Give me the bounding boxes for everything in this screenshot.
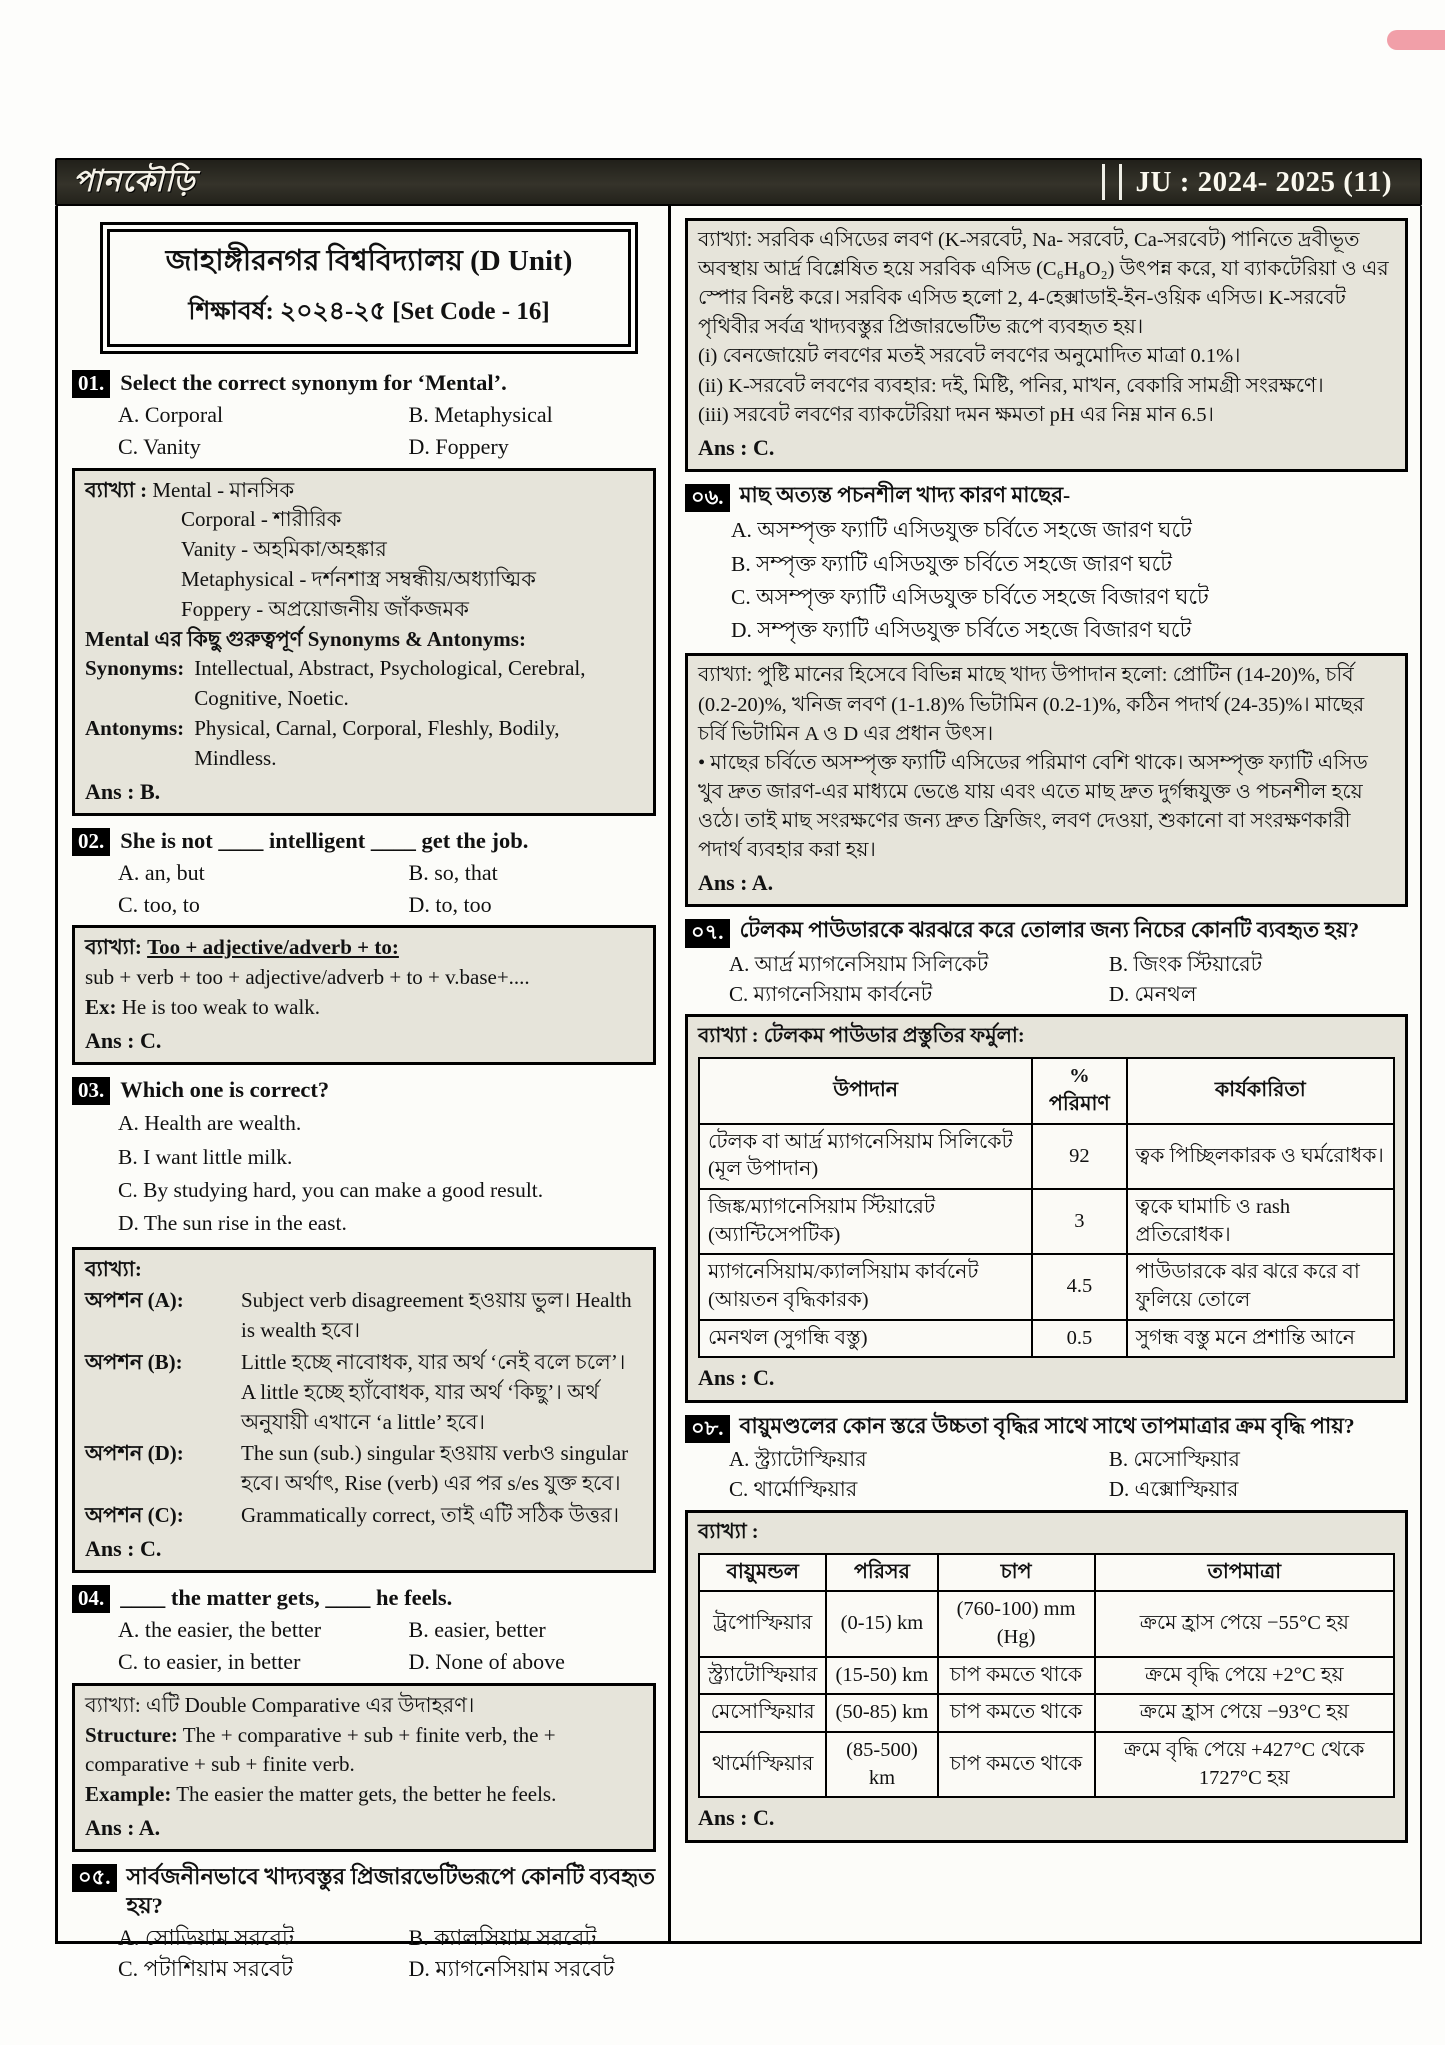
table-row [699,1591,1394,1656]
option-b: B. সম্পৃক্ত ফ্যাটি এসিডযুক্ত চর্বিতে সহজে জারণ ঘটে [731,551,1172,576]
meaning-mental: Mental - মানসিক [152,477,295,502]
cell-percent: 0.5 [1032,1320,1126,1358]
cell-range: (0-15) km [826,1591,937,1656]
option-c: C. থার্মোস্ফিয়ার [729,1477,858,1502]
option-d-label: অপশন (D): [85,1441,184,1466]
option-d: D. None of above [408,1649,565,1675]
table-row [699,1189,1394,1254]
option-c: C. Vanity [118,433,201,459]
structure-label: Structure: [85,1722,178,1747]
cell-temperature: ক্রমে বৃদ্ধি পেয়ে +427°C থেকে 1727°C হয় [1095,1732,1394,1797]
cell-pressure: চাপ কমতে থাকে [938,1657,1095,1695]
option-c: C. By studying hard, you can make a good result. [118,1177,544,1202]
question-05 [72,1862,656,1921]
example-text: The easier the matter gets, the better he feels. [176,1782,557,1807]
question-07-number: ০৭. [685,919,730,947]
question-07-text: টেলকম পাউডারকে ঝরঝরে করে তোলার জন্য নিচের কোনটি ব্যবহৃত হয়? [739,918,1360,943]
table-row [699,1694,1394,1732]
col-percent: % পরিমাণ [1032,1058,1126,1123]
explanation-q06 [685,653,1408,907]
sorbate-point-3: (iii) সরবেট লবণের ব্যাকটেরিয়া দমন ক্ষমতা pH এর নিম্ন মান 6.5। [698,403,1215,426]
university-title: জাহাঙ্গীরনগর বিশ্ববিদ্যালয় (D Unit) [165,245,573,277]
exam-year-label: JU : 2024- 2025 (11) [1135,165,1392,198]
header-right-section [1102,160,1410,204]
option-b: B. easier, better [408,1617,546,1643]
col-pressure: চাপ [938,1554,1095,1592]
explanation-q08 [685,1510,1408,1843]
question-06 [685,482,1408,512]
question-01-text: Select the correct synonym for ‘Mental’. [120,370,507,395]
talc-formula-label: ব্যাখ্যা : টেলকম পাউডার প্রস্তুতির ফর্মুলা: [698,1025,1025,1048]
cell-temperature: ক্রমে হ্রাস পেয়ে −55°C হয় [1095,1591,1394,1656]
cell-function: পাউডারকে ঝর ঝরে করে বা ফুলিয়ে তোলে [1127,1254,1394,1319]
option-a: A. আর্দ্র ম্যাগনেসিয়াম সিলিকেট [729,951,989,976]
sorbate-point-1: (i) বেনজোয়েট লবণের মতই সরবেট লবণের অনুমোদিত মাত্রা 0.1%। [698,345,1241,368]
option-d: D. এক্সোস্ফিয়ার [1108,1477,1239,1502]
option-d: D. to, too [408,891,492,917]
question-04-number: 04. [72,1585,110,1613]
option-d: D. The sun rise in the east. [118,1211,347,1236]
question-06-options [685,514,1408,647]
cell-ingredient: জিঙ্ক/ম্যাগনেসিয়াম স্টিয়ারেট (অ্যান্টিসেপটিক) [699,1189,1032,1254]
explanation-q02 [72,925,656,1065]
option-b: B. জিংক স্টিয়ারেট [1108,951,1263,976]
option-a-explanation: Subject verb disagreement হওয়ায় ভুল। Health is wealth হবে। [241,1288,632,1343]
explanation-q07 [685,1014,1408,1402]
explanation-q04 [72,1683,656,1852]
table-row [699,1732,1394,1797]
option-d: D. Foppery [408,433,509,459]
answer-q01: Ans : B. [85,778,161,804]
option-b: B. I want little milk. [118,1144,293,1169]
answer-q02: Ans : C. [85,1027,162,1053]
question-01-number: 01. [72,370,110,398]
university-title-box [100,222,638,354]
left-column [58,206,668,1982]
answer-q06: Ans : A. [698,870,774,896]
page-corner-mark [1387,30,1445,50]
question-07 [685,917,1408,947]
cell-layer: মেসোস্ফিয়ার [699,1694,826,1732]
question-06-number: ০৬. [685,484,730,512]
example-label: Ex: [85,995,117,1020]
table-row [699,1254,1394,1319]
atmosphere-table [698,1553,1395,1799]
sorbate-paragraph: ব্যাখ্যা: সরবিক এসিডের লবণ (K-সরবেট, Na- সরবেট, Ca-সরবেট) পানিতে দ্রবীভূত অবস্থায় আর্দ্র বিশ্লেষিত হয়ে সরবিক এসিড (C₆H₈O₂) উৎপন্ন করে, যা ব্যাকটেরিয়া ও এর স্পোর বিনষ্ট করে। সরবিক এসিড হলো 2, 4-হেক্সাডাই-ইন-ওয়িক এসিড। K-সরবেট পৃথিবীর সর্বত্র খাদ্যবস্তুর প্রিজারভেটিভ রূপে ব্যবহৃত হয়। [698,229,1389,339]
table-row [699,1657,1394,1695]
option-a: A. the easier, the better [118,1617,322,1643]
table-row [699,1320,1394,1358]
explanation-q03 [72,1247,656,1574]
option-b: B. মেসোস্ফিয়ার [1108,1446,1240,1471]
cell-function: ত্বক পিচ্ছিলকারক ও ঘর্মরোধক। [1127,1124,1394,1189]
question-06-text: মাছ অত্যন্ত পচনশীল খাদ্য কারণ মাছের- [739,483,1071,507]
option-b: B. ক্যালসিয়াম সরবেট [408,1924,597,1950]
question-07-options [685,950,1408,1009]
question-03-options [72,1107,656,1240]
cell-temperature: ক্রমে হ্রাস পেয়ে −93°C হয় [1095,1694,1394,1732]
cell-layer: ট্রপোস্ফিয়ার [699,1591,826,1656]
cell-function: সুগন্ধ বস্তু মনে প্রশান্তি আনে [1127,1320,1394,1358]
cell-range: (15-50) km [826,1657,937,1695]
col-range: পরিসর [826,1554,937,1592]
option-c: C. পটাশিয়াম সরবেট [118,1956,294,1982]
cell-percent: 3 [1032,1189,1126,1254]
question-04-options [72,1615,656,1676]
question-02-text: She is not ____ intelligent ____ get the job. [120,827,529,853]
example-sentence: He is too weak to walk. [121,995,321,1020]
option-d: D. সম্পৃক্ত ফ্যাটি এসিডযুক্ত চর্বিতে সহজে বিজারণ ঘটে [731,618,1192,643]
table-row [699,1124,1394,1189]
answer-q08: Ans : C. [698,1805,775,1831]
antonyms-label: Antonyms: [85,716,185,741]
cell-layer: স্ট্র্যাটোস্ফিয়ার [699,1657,826,1695]
cell-range: (85-500) km [826,1732,937,1797]
col-ingredient: উপাদান [699,1058,1032,1123]
question-02-number: 02. [72,828,110,856]
question-02-options [72,858,656,919]
question-08 [685,1413,1408,1443]
explanation-intro: ব্যাখ্যা: এটি Double Comparative এর উদাহরণ। [85,1692,475,1717]
option-b-explanation: Little হচ্ছে নাবোধক, যার অর্থ ‘নেই বলে চলে’। A little হচ্ছে হ্যাঁবোধক, যার অর্থ ‘কিছু’। অর্থ অনুযায়ী এখানে ‘a little’ হবে। [241,1350,626,1434]
option-c: C. ম্যাগনেসিয়াম কার্বনেট [729,981,933,1006]
option-a-label: অপশন (A): [85,1288,184,1313]
meaning-vanity: Vanity - অহমিকা/অহঙ্কার [181,537,387,562]
cell-ingredient: ম্যাগনেসিয়াম/ক্যালসিয়াম কার্বনেট (আয়তন বৃদ্ধিকারক) [699,1254,1032,1319]
option-a: A. Corporal [118,402,224,428]
cell-ingredient: টেলক বা আর্দ্র ম্যাগনেসিয়াম সিলিকেট (মূল উপাদান) [699,1124,1032,1189]
option-c: C. অসম্পৃক্ত ফ্যাটি এসিডযুক্ত চর্বিতে সহজে বিজারণ ঘটে [731,584,1209,609]
question-01-options [72,400,656,461]
question-01 [72,368,656,398]
fish-spoilage-paragraph: • মাছের চর্বিতে অসম্পৃক্ত ফ্যাটি এসিডের পরিমাণ বেশি থাকে। অসম্পৃক্ত ফ্যাটি এসিড খুব দ্রুত জারণ-এর মাধ্যমে ভেঙে যায় এবং এতে মাছ দ্রুত দুর্গন্ধযুক্ত ও পচনশীল হয়ে ওঠে। তাই মাছ সংরক্ষণের জন্য দ্রুত ফ্রিজিং, লবণ দেওয়া, শুকানো বা সংরক্ষণকারী পদার্থ ব্যবহার করা হয়। [698,751,1368,862]
option-d: D. মেনথল [1108,981,1197,1006]
question-03-number: 03. [72,1077,110,1105]
header-separator-lines [1102,164,1122,199]
structure-text: The + comparative + sub + finite verb, the + comparative + sub + finite verb. [85,1722,556,1777]
talc-powder-table [698,1057,1395,1358]
cell-range: (50-85) km [826,1694,937,1732]
grammar-rule: Too + adjective/adverb + to: [147,935,399,960]
question-02 [72,826,656,856]
col-function: কার্যকারিতা [1127,1058,1394,1123]
synonyms-label: Synonyms: [85,656,185,681]
page-content [55,206,1422,1982]
cell-pressure: চাপ কমতে থাকে [938,1694,1095,1732]
right-column [671,206,1420,1941]
option-a: A. স্ট্র্যাটোস্ফিয়ার [729,1446,867,1471]
synonyms-list: Intellectual, Abstract, Psychological, Cerebral, Cognitive, Noetic. [194,656,586,711]
answer-q04: Ans : A. [85,1814,161,1840]
cell-percent: 92 [1032,1124,1126,1189]
explanation-label: ব্যাখ্যা : [85,477,148,502]
option-b-label: অপশন (B): [85,1350,183,1375]
meaning-corporal: Corporal - শারীরিক [181,507,342,532]
cell-function: ত্বকে ঘামাচি ও rash প্রতিরোধক। [1127,1189,1394,1254]
col-temperature: তাপমাত্রা [1095,1554,1394,1592]
grammar-formula: sub + verb + too + adjective/adverb + to + v.base+.... [85,965,530,990]
option-c: C. to easier, in better [118,1649,301,1675]
cell-temperature: ক্রমে বৃদ্ধি পেয়ে +2°C হয় [1095,1657,1394,1695]
atmosphere-label: ব্যাখ্যা : [698,1520,759,1543]
question-03-text: Which one is correct? [120,1077,330,1103]
explanation-label: ব্যাখ্যা: [85,935,142,960]
question-08-text: বায়ুমণ্ডলের কোন স্তরে উচ্চতা বৃদ্ধির সাথে সাথে তাপমাত্রার ক্রম বৃদ্ধি পায়? [739,1413,1355,1438]
cell-pressure: চাপ কমতে থাকে [938,1732,1095,1797]
col-layer: বায়ুমন্ডল [699,1554,826,1592]
sorbate-point-2: (ii) K-সরবেট লবণের ব্যবহার: দই, মিষ্টি, পনির, মাখন, বেকারি সামগ্রী সংরক্ষণে। [698,374,1324,397]
question-04 [72,1583,656,1613]
cell-pressure: (760-100) mm (Hg) [938,1591,1095,1656]
page-header-bar [55,158,1422,206]
option-b: B. so, that [408,860,498,886]
option-c: C. too, to [118,891,200,917]
question-05-text: সার্বজনীনভাবে খাদ্যবস্তুর প্রিজারভেটিভরূপে কোনটি ব্যবহৃত হয়? [126,1864,655,1919]
question-04-text: ____ the matter gets, ____ he feels. [120,1585,453,1611]
option-b: B. Metaphysical [408,402,553,428]
question-08-options [685,1445,1408,1504]
option-a: A. সোডিয়াম সরবেট [118,1924,294,1950]
meaning-foppery: Foppery - অপ্রয়োজনীয় জাঁকজমক [181,596,469,621]
option-a: A. অসম্পৃক্ত ফ্যাটি এসিডযুক্ত চর্বিতে সহজে জারণ ঘটে [731,518,1192,543]
example-label: Example: [85,1782,172,1807]
synonyms-antonyms-heading: Mental এর কিছু গুরুত্বপূর্ণ Synonyms & Antonyms: [85,626,526,651]
cell-percent: 4.5 [1032,1254,1126,1319]
cell-layer: থার্মোস্ফিয়ার [699,1732,826,1797]
explanation-label: ব্যাখ্যা: [85,1256,142,1281]
cell-ingredient: মেনথল (সুগন্ধি বস্তু) [699,1320,1032,1358]
option-d: D. ম্যাগনেসিয়াম সরবেট [408,1956,615,1982]
antonyms-list: Physical, Carnal, Corporal, Fleshly, Bodily, Mindless. [194,716,560,770]
question-08-number: ০৮. [685,1415,730,1443]
option-c-label: অপশন (C): [85,1503,184,1528]
session-setcode: শিক্ষাবর্ষ: ২০২৪-২৫ [Set Code - 16] [188,298,550,325]
explanation-q01 [72,468,656,816]
answer-q05: Ans : C. [698,434,775,460]
option-c-explanation: Grammatically correct, তাই এটি সঠিক উত্তর। [241,1503,620,1528]
meaning-metaphysical: Metaphysical - দর্শনশাস্ত্র সম্বন্ধীয়/অধ্যাত্মিক [181,567,536,591]
question-05-number: ০৫. [72,1864,117,1892]
question-03 [72,1075,656,1105]
publisher-logo: পানকৌড়ি [73,164,196,198]
explanation-q05 [685,218,1408,472]
option-a: A. an, but [118,860,205,886]
answer-q07: Ans : C. [698,1365,775,1391]
question-05-options [72,1923,656,1984]
answer-q03: Ans : C. [85,1535,162,1561]
option-d-explanation: The sun (sub.) singular হওয়ায় verbও singular হবে। অর্থাৎ, Rise (verb) এর পর s/es যুক্ত হবে। [241,1441,629,1496]
fish-nutrition-paragraph: ব্যাখ্যা: পুষ্টি মানের হিসেবে বিভিন্ন মাছে খাদ্য উপাদান হলো: প্রোটিন (14-20)%, চর্বি (0.2-20)%, খনিজ লবণ (1-1.8)% ভিটামিন (0.2-1)%, কঠিন পদার্থ (24-35)%। মাছের চর্বি ভিটামিন A ও D এর প্রধান উৎস। [698,664,1365,745]
option-a: A. Health are wealth. [118,1111,302,1136]
